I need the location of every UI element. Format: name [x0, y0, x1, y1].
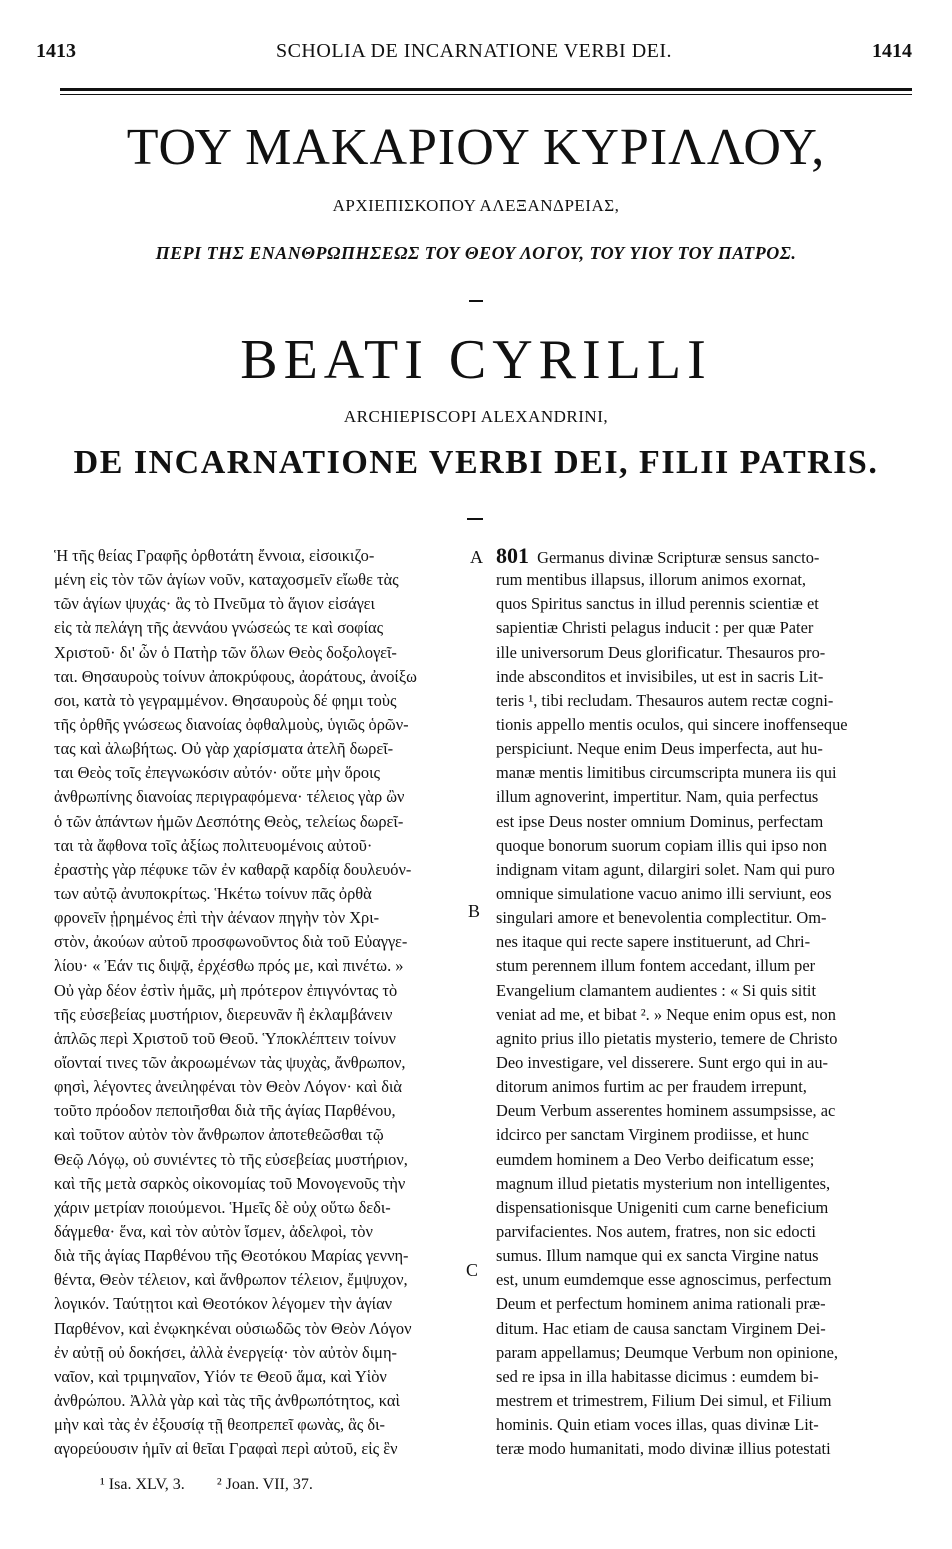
latin-text-line: eumdem hominem a Deo Verbo deificatum esse; [496, 1149, 815, 1169]
greek-text-line: ἀνθρώπου. Ἀλλὰ γὰρ καὶ τὰς τῆς ἀνθρωπότητος, καὶ [54, 1390, 400, 1410]
greek-text-line: διὰ τῆς ἁγίας Παρθένου τῆς Θεοτόκου Μαρίας γεννη- [54, 1246, 409, 1266]
greek-text-line: τῆς ὀρθῆς γνώσεως διανοίας ὀφθαλμοὺς, ὑγιῶς ὁρῶν- [54, 714, 409, 734]
greek-text-line: ται τὰ ἄφθονα τοῖς ἀξίως πολιτευομένοις αὐτοῦ· [54, 835, 373, 855]
greek-text-line: αγορεύουσιν ἡμῖν αἱ θεῖαι Γραφαὶ περὶ αὐτοῦ, εἰς ἓν [54, 1439, 398, 1459]
greek-text-line: καὶ τῆς μετὰ σαρκὸς οἰκονομίας τοῦ Μονογενοῦς τὴν [54, 1173, 406, 1193]
latin-first-line-text: Germanus divinæ Scripturæ sensus sancto- [537, 548, 820, 567]
greek-text-line: τῆς εὐσεβείας μυστήριον, διερευνᾶν ἢ ἐκλαμβάνειν [54, 1004, 393, 1024]
latin-text-line: sumus. Illum namque qui ex sancta Virgine natus [496, 1246, 819, 1266]
footnote-1: ¹ Isa. XLV, 3. [100, 1476, 185, 1493]
header-rule-thick [60, 88, 912, 91]
greek-text-line: καὶ τοῦτον αὐτὸν τὸν ἄνθρωπον ἀποτεθεῶσθαι τῷ [54, 1125, 384, 1145]
latin-text-line: teræ modo humanitati, modo divinæ illius potestati [496, 1439, 831, 1459]
greek-text-line: ἁπλῶς περὶ Χριστοῦ τοῦ Θεοῦ. Ὑποκλέπτειν τοίνυν [54, 1028, 396, 1048]
greek-text-line: θέντα, Θεὸν τέλειον, καὶ ἄνθρωπον τέλειον, ἔμψυχον, [54, 1270, 408, 1290]
latin-text-line: perspiciunt. Neque enim Deus imperfecta, aut hu- [496, 739, 823, 759]
latin-text-line: illum agnoverint, impertitur. Nam, quia perfectus [496, 787, 819, 807]
latin-text-line: hominis. Quin etiam voces illas, quas divinæ Lit- [496, 1415, 819, 1435]
greek-text-line: φησὶ, λέγοντες ἀνειληφέναι τὸν Θεὸν Λόγον· καὶ διὰ [54, 1077, 402, 1097]
title-separator [469, 300, 483, 302]
greek-work-title: ΠΕΡΙ ΤΗΣ ΕΝΑΝΘΡΩΠΗΣΕΩΣ ΤΟΥ ΘΕΟΥ ΛΟΓΟΥ, ΤΟΥ ΥΙΟΥ ΤΟΥ ΠΑΤΡΟΣ. [155, 243, 797, 263]
greek-text-line: μὴν καὶ τὰς ἐν ἐξουσίᾳ τῇ θεοπρεπεῖ φωνὰς, ἃς δι- [54, 1415, 385, 1435]
latin-text-line: rum mentibus illapsus, illorum animos exornat, [496, 570, 807, 590]
greek-text-line: οἴονταί τινες τῶν ἀκροωμένων τὰς ψυχὰς, ἄνθρωπον, [54, 1052, 406, 1072]
latin-text-line: sed re ipsa in illa habitasse dicimus : eumdem bi- [496, 1366, 819, 1386]
latin-text-line: ditorum animos furtim ac per fraudem irrepunt, [496, 1077, 807, 1097]
greek-text-line: σοι, κατὰ τὸ γεγραμμένον. Θησαυροὺς δέ φημι τοὺς [54, 690, 397, 710]
latin-text-line: teris ¹, tibi recludam. Thesauros autem rectæ cogni- [496, 690, 834, 710]
greek-text-line: ἐραστὴς γὰρ πέφυκε τῶν ἐν καθαρᾷ καρδίᾳ δουλευόν- [54, 859, 412, 879]
greek-text-line: τῶν ἁγίων ψυχάς· ἃς τὸ Πνεῦμα τὸ ἅγιον εἰσάγει [54, 594, 375, 614]
latin-subtitle: ARCHIEPISCOPI ALEXANDRINI, [343, 407, 609, 426]
latin-text-line: Deum et perfectum hominem anima rationali præ- [496, 1294, 826, 1314]
section-separator [467, 518, 483, 520]
latin-text-line: quos Spiritus sanctus in illud perennis scientiæ et [496, 594, 819, 614]
latin-text-line: est, unum eumdemque esse agnoscimus, perfectum [496, 1270, 832, 1290]
greek-text-line: Ἡ τῆς θείας Γραφῆς ὀρθοτάτη ἔννοια, εἰσοικιζο- [54, 546, 375, 565]
greek-text-line: ὁ τῶν ἁπάντων ἡμῶν Δεσπότης Θεὸς, τελείως δωρεῖ- [54, 811, 404, 831]
greek-text-line: τοῦτο πρόοδον πεποιῆσθαι διὰ τῆς ἁγίας Παρθένου, [54, 1101, 396, 1121]
latin-work-title: DE INCARNATIONE VERBI DEI, FILII PATRIS. [73, 444, 879, 481]
running-title: SCHOLIA DE INCARNATIONE VERBI DEI. [275, 40, 673, 62]
latin-text-line: omnique simulatione vacuo animo illi serviunt, eos [496, 883, 832, 903]
greek-text-line: λίου· « Ἐάν τις διψᾷ, ἐρχέσθω πρός με, καὶ πινέτω. » [54, 956, 404, 976]
greek-text-line: φρονεῖν ᾑρημένος ἐπὶ τὴν ἀέναον πηγὴν τὸν Χρι- [54, 908, 380, 928]
latin-text-line: mestrem et trimestrem, Filium Dei simul, et Filium [496, 1390, 832, 1410]
header-rule-thin [60, 94, 912, 95]
greek-text-line: ναῖον, καὶ τριμηναῖον, Υἱόν τε Θεοῦ ἅμα, καὶ Υἱὸν [54, 1366, 387, 1386]
latin-text-line: idcirco per sanctam Virginem prodiisse, et hunc [496, 1125, 809, 1145]
margin-letter-c: C [466, 1260, 479, 1280]
greek-text-line: των αὐτῷ ἀνυποκρίτως. Ἡκέτω τοίνυν πᾶς ὀρθὰ [54, 883, 372, 903]
latin-first-line [496, 544, 908, 568]
latin-text-line: ille universorum Deus glorificatur. Thesauros pro- [496, 642, 826, 662]
greek-text-line: Θεῷ Λόγῳ, οὐ συνιέντες τὸ τῆς εὐσεβείας μυστήριον, [54, 1149, 408, 1169]
greek-text-line: μένη εἰς τὸν τῶν ἁγίων νοῦν, καταχοσμεῖν εἴωθε τὰς [54, 570, 399, 590]
latin-text-line: est ipse Deus noster omnium Dominus, perfectam [496, 811, 824, 831]
greek-subtitle: ΑΡΧΙΕΠΙΣΚΟΠΟΥ ΑΛΕΞΑΝΔΡΕΙΑΣ, [332, 196, 620, 215]
latin-text-line: singulari amore et benevolentia complectitur. Om- [496, 908, 827, 928]
footnotes [100, 1476, 341, 1494]
greek-text-line: Παρθένον, καὶ ἐνῳκηκέναι οὐσιωδῶς τὸν Θεὸν Λόγον [54, 1318, 412, 1338]
page-number-left: 1413 [36, 40, 76, 62]
latin-text-line: manæ mentis limitibus circumscripta munera iis qui [496, 763, 837, 783]
latin-text-line: ditum. Hac etiam de causa sanctam Virginem Dei- [496, 1318, 826, 1338]
greek-text-line: λογικόν. Ταύτῃτοι καὶ Θεοτόκον λέγομεν τὴν ἁγίαν [54, 1294, 393, 1314]
greek-text-line: Χριστοῦ· δι' ὧν ὁ Πατὴρ τῶν ὅλων Θεὸς δοξολογεῖ- [54, 642, 397, 662]
latin-text-line: param appellamus; Deumque Verbum non opinione, [496, 1342, 839, 1362]
greek-text-line: ται Θεὸς τοῖς ἐπεγνωκόσιν αὐτόν· οὔτε μὴν ὅροις [54, 763, 380, 783]
greek-text-line: ται. Θησαυροὺς τοίνυν ἀποκρύφους, ἀοράτους, ἀνοίξω [54, 666, 417, 686]
page-number-right: 1414 [872, 40, 912, 62]
latin-text-line: agnito prius illo pietatis mysterio, temere de Christo [496, 1028, 838, 1048]
greek-text-line: χάριν μετρίαν ποιούμενοι. Ἡμεῖς δὲ οὐχ οὕτω δεδι- [54, 1197, 391, 1217]
greek-text-line: δάγμεθα· ἕνα, καὶ τὸν αὐτὸν ἴσμεν, ἀδελφοὶ, τὸν [54, 1221, 373, 1241]
greek-text-line: εἰς τὰ πελάγη τῆς ἀεννάου γνώσεώς τε καὶ σοφίας [54, 618, 384, 638]
greek-text-line: τας καὶ ἀλωβήτως. Οὐ γὰρ χαρίσματα ἀτελῆ δωρεῖ- [54, 739, 394, 759]
latin-text-line: Deo investigare, vel disserere. Sunt ergo qui in au- [496, 1052, 828, 1072]
latin-title: BEATI CYRILLI [240, 329, 712, 391]
margin-letter-b: B [468, 901, 481, 921]
latin-text-line: sapientiæ Christi pelagus inducit : per quæ Pater [496, 618, 814, 638]
greek-text-line: στὸν, ἀκούων αὐτοῦ προσφωνοῦντος διὰ τοῦ Εὐαγγε- [54, 932, 408, 952]
latin-text-line: tionis appello mentis oculos, qui sincere inoffenseque [496, 714, 848, 734]
running-header [36, 40, 912, 68]
margin-letter-a: A [470, 547, 483, 567]
greek-text-line: ἀνθρωπίνης διανοίας περιγραφόμενα· τέλειος γὰρ ὢν [54, 787, 405, 807]
latin-text-line: Deum Verbum asserentes hominem assumpsisse, ac [496, 1101, 836, 1121]
greek-text-line: Οὐ γὰρ δέον ἐστὶν ἡμᾶς, μὴ πρότερον ἐπιγνόντας τὸ [54, 980, 398, 1000]
footnote-2: ² Joan. VII, 37. [216, 1476, 313, 1493]
greek-column [54, 544, 464, 1461]
latin-text-line: Evangelium clamantem audientes : « Si quis sitit [496, 980, 817, 1000]
latin-text-line: veniat ad me, et bibat ². » Neque enim opus est, non [496, 1004, 836, 1024]
latin-text-line: inde absconditos et invisibiles, ut est in sacris Lit- [496, 666, 824, 686]
latin-text-line: dispensationisque Unigeniti cum carne beneficium [496, 1197, 829, 1217]
latin-text-line: parvifacientes. Nos autem, fratres, non sic edocti [496, 1221, 816, 1241]
latin-text-line: stum perennem illum fontem accedant, illum per [496, 956, 816, 976]
latin-text-line: indignam vitam agunt, dilargiri solet. Nam qui puro [496, 859, 835, 879]
latin-text-line: nes itaque qui recte sapere instituerunt, ad Chri- [496, 932, 811, 952]
greek-title: ΤΟΥ ΜΑΚΑΡΙΟΥ ΚΥΡΙΛΛΟΥ, [126, 119, 826, 176]
latin-column [496, 544, 908, 1461]
column-number: 801 [496, 543, 529, 568]
greek-text-line: ἐν αὐτῇ οὐ δοκήσει, ἀλλὰ ἐνεργείᾳ· τὸν αὐτὸν διμη- [54, 1342, 397, 1362]
latin-text-line: quoque bonorum suorum copiam illis qui ipso non [496, 835, 827, 855]
latin-text-line: magnum illud pietatis mysterium non intelligentes, [496, 1173, 831, 1193]
